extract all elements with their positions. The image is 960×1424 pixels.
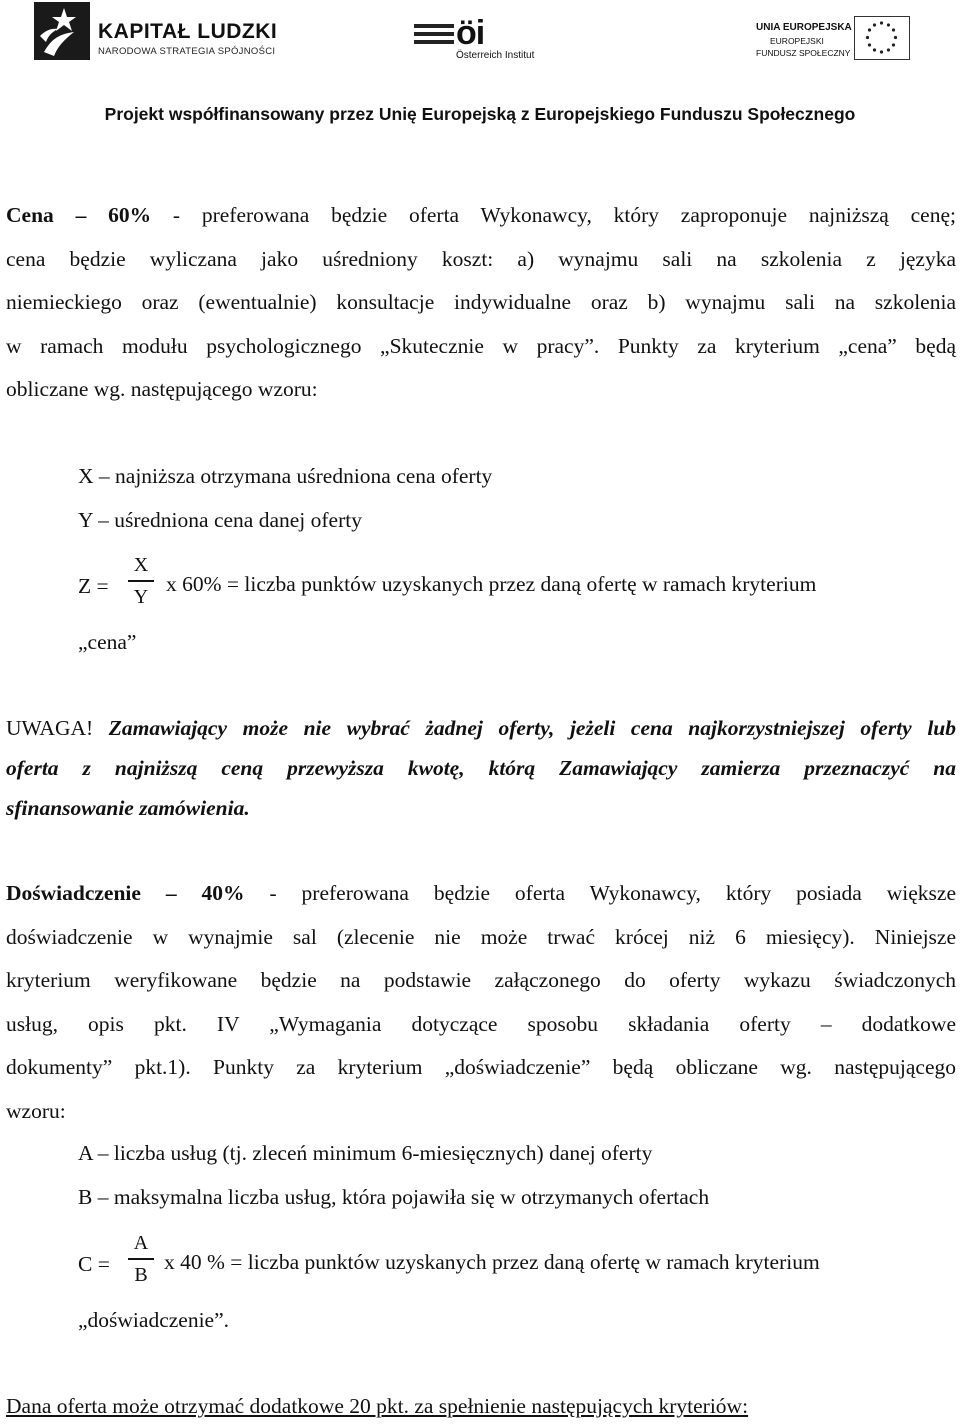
kapital-ludzki-logo	[34, 2, 284, 66]
b-definition: B – maksymalna liczba usług, która pojawiła się w otrzymanych ofertach	[78, 1185, 710, 1209]
oi-text: Österreich Institut	[456, 50, 535, 61]
uwaga-label: UWAGA!	[6, 716, 94, 740]
dosw-fraction-bar	[128, 1258, 154, 1260]
dosw-line-3: kryterium weryfikowane będzie na podstawie załączonego do oferty wykazu świadczonych	[6, 968, 956, 992]
project-funding-line: Projekt współfinansowany przez Unię Europejską z Europejskiego Funduszu Społecznego	[104, 104, 856, 124]
dosw-line-5: dokumenty” pkt.1). Punkty za kryterium „doświadczenie” będą obliczane wg. następującego	[6, 1055, 956, 1079]
cena-paragraph	[6, 194, 956, 412]
osterreich-institut-logo	[414, 16, 584, 60]
uwaga-line-2: oferta z najniższą ceną przewyższa kwotę, którą Zamawiający zamierza przeznaczyć na	[6, 756, 956, 780]
a-definition: A – liczba usług (tj. zleceń minimum 6-miesięcznych) danej oferty	[78, 1141, 653, 1165]
cena-fraction-denominator: Y	[133, 585, 149, 608]
doswiadczenie-lead: Doświadczenie – 40%	[6, 881, 245, 905]
dosw-line-2: doświadczenie w wynajmie sal (zlecenie nie może trwać krócej niż 6 miesięcy). Niniejsze	[6, 924, 956, 949]
uwaga-line-1: UWAGA! Zamawiający może nie wybrać żadnej oferty, jeżeli cena najkorzystniejszej oferty lub	[6, 716, 956, 740]
z-label: Z =	[78, 574, 109, 598]
y-definition: Y – uśredniona cena danej oferty	[78, 508, 362, 532]
c-label: C =	[78, 1252, 110, 1276]
dosw-line-1: Doświadczenie – 40% - preferowana będzie oferta Wykonawcy, który posiada większe	[6, 881, 956, 905]
dosw-formula-text: x 40 % = liczba punktów uzyskanych przez daną ofertę w ramach kryterium	[164, 1250, 820, 1274]
additional-points-heading: Dana oferta może otrzymać dodatkowe 20 pkt. za spełnienie następujących kryteriów:	[6, 1394, 749, 1418]
eu-flag-icon	[854, 16, 910, 60]
dosw-line-4: usług, opis pkt. IV „Wymagania dotyczące sposobu składania oferty – dodatkowe	[6, 1011, 956, 1036]
eu-line3: FUNDUSZ SPOŁECZNY	[756, 48, 851, 58]
doswiadczenie-paragraph	[6, 872, 956, 1133]
dosw-line-6: wzoru:	[6, 1098, 66, 1123]
cena-line-1: Cena – 60% - preferowana będzie oferta Wykonawcy, który zaproponuje najniższą cenę;	[6, 203, 956, 227]
kapital-ludzki-title: KAPITAŁ LUDZKI	[98, 20, 278, 43]
eu-line2: EUROPEJSKI	[770, 36, 824, 46]
eu-logo	[756, 16, 916, 62]
uwaga-paragraph	[6, 708, 956, 828]
cena-fraction	[128, 552, 154, 610]
cena-line-5: obliczane wg. następującego wzoru:	[6, 377, 318, 401]
dosw-fraction	[128, 1230, 154, 1288]
oi-mark: öi	[456, 14, 485, 52]
cena-formula-end: „cena”	[78, 630, 137, 654]
cena-fraction-bar	[128, 580, 154, 582]
oi-stripes-icon	[414, 24, 454, 48]
cena-line-3: niemieckiego oraz (ewentualnie) konsultacje indywidualne oraz b) wynajmu sali na szkolenia	[6, 290, 956, 314]
dosw-formula-end: „doświadczenie”.	[78, 1308, 230, 1332]
eu-line1: UNIA EUROPEJSKA	[756, 22, 852, 33]
cena-lead: Cena – 60%	[6, 203, 152, 227]
uwaga-line-3: sfinansowanie zamówienia.	[6, 796, 250, 820]
cena-line-4: w ramach modułu psychologicznego „Skutecznie w pracy”. Punkty za kryterium „cena” będą	[6, 333, 956, 358]
dosw-fraction-denominator: B	[134, 1263, 148, 1286]
cena-fraction-numerator: X	[133, 554, 149, 576]
x-definition: X – najniższa otrzymana uśredniona cena oferty	[78, 464, 493, 488]
cena-line-2: cena będzie wyliczana jako uśredniony koszt: a) wynajmu sali na szkolenia z języka	[6, 246, 956, 271]
kapital-ludzki-emblem-icon	[34, 2, 90, 60]
kapital-ludzki-subtitle: NARODOWA STRATEGIA SPÓJNOŚCI	[98, 46, 276, 57]
dosw-fraction-numerator: A	[133, 1232, 149, 1254]
cena-formula-text: x 60% = liczba punktów uzyskanych przez daną ofertę w ramach kryterium	[166, 572, 817, 596]
